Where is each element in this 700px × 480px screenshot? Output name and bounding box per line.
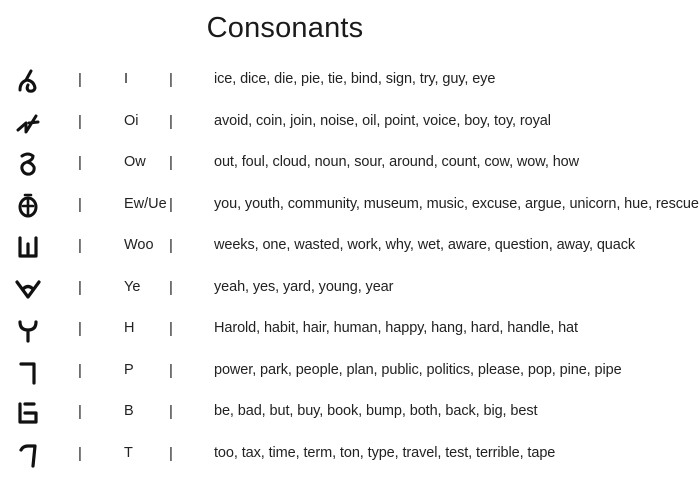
example-words: Harold, habit, hair, human, happy, hang, hard, handle, hat	[214, 320, 578, 336]
separator: |	[78, 320, 82, 337]
separator: |	[78, 444, 82, 462]
sound-name: Ow	[124, 154, 146, 170]
sound-name: Ew/Ue	[124, 195, 167, 212]
separator: |	[169, 361, 173, 379]
separator: |	[169, 112, 173, 130]
separator: |	[78, 112, 82, 130]
example-words: you, youth, community, museum, music, excuse, argue, unicorn, hue, rescue	[214, 195, 699, 212]
separator: |	[169, 320, 173, 337]
page-title: Consonants	[206, 12, 364, 44]
woo-glyph-icon	[14, 234, 42, 260]
sound-name: P	[124, 361, 134, 378]
example-words: yeah, yes, yard, young, year	[214, 278, 394, 295]
sound-name: Oi	[124, 112, 139, 129]
separator: |	[169, 237, 173, 254]
h-glyph-icon	[14, 317, 42, 343]
separator: |	[169, 278, 173, 296]
table-row	[0, 183, 700, 225]
separator: |	[169, 195, 173, 213]
p-glyph-icon	[14, 359, 42, 385]
table-row	[0, 58, 700, 100]
separator: |	[169, 154, 173, 171]
b-glyph-icon	[14, 400, 42, 426]
example-words: be, bad, but, buy, book, bump, both, back, big, best	[214, 403, 538, 419]
table-row	[0, 266, 700, 308]
separator: |	[78, 237, 82, 254]
separator: |	[78, 361, 82, 379]
ew-ue-glyph-icon	[14, 193, 42, 219]
example-words: ice, dice, die, pie, tie, bind, sign, try, guy, eye	[214, 71, 496, 87]
separator: |	[78, 195, 82, 213]
example-words: weeks, one, wasted, work, why, wet, aware, question, away, quack	[214, 237, 636, 253]
ye-glyph-icon	[14, 276, 42, 302]
separator: |	[78, 278, 82, 296]
sound-name: Woo	[124, 237, 154, 253]
example-words: out, foul, cloud, noun, sour, around, count, cow, wow, how	[214, 154, 579, 170]
separator: |	[169, 403, 173, 420]
oi-glyph-icon	[14, 110, 42, 136]
separator: |	[169, 444, 173, 462]
ow-glyph-icon	[14, 151, 42, 177]
table-row	[0, 390, 700, 432]
sound-name: H	[124, 320, 135, 336]
separator: |	[78, 403, 82, 420]
table-row	[0, 307, 700, 349]
example-words: avoid, coin, join, noise, oil, point, voice, boy, toy, royal	[214, 112, 551, 129]
separator: |	[78, 71, 82, 88]
sound-name: T	[124, 444, 133, 461]
table-row	[0, 100, 700, 142]
separator: |	[169, 71, 173, 88]
sound-name: B	[124, 403, 134, 419]
table-row	[0, 224, 700, 266]
sound-name: Ye	[124, 278, 141, 295]
i-glyph-icon	[14, 68, 42, 94]
consonant-table	[0, 58, 700, 473]
example-words: too, tax, time, term, ton, type, travel, test, terrible, tape	[214, 444, 556, 461]
separator: |	[78, 154, 82, 171]
t-glyph-icon	[14, 442, 42, 468]
sound-name: I	[124, 71, 129, 87]
table-row	[0, 432, 700, 474]
example-words: power, park, people, plan, public, politics, please, pop, pine, pipe	[214, 361, 622, 378]
table-row	[0, 349, 700, 391]
table-row	[0, 141, 700, 183]
